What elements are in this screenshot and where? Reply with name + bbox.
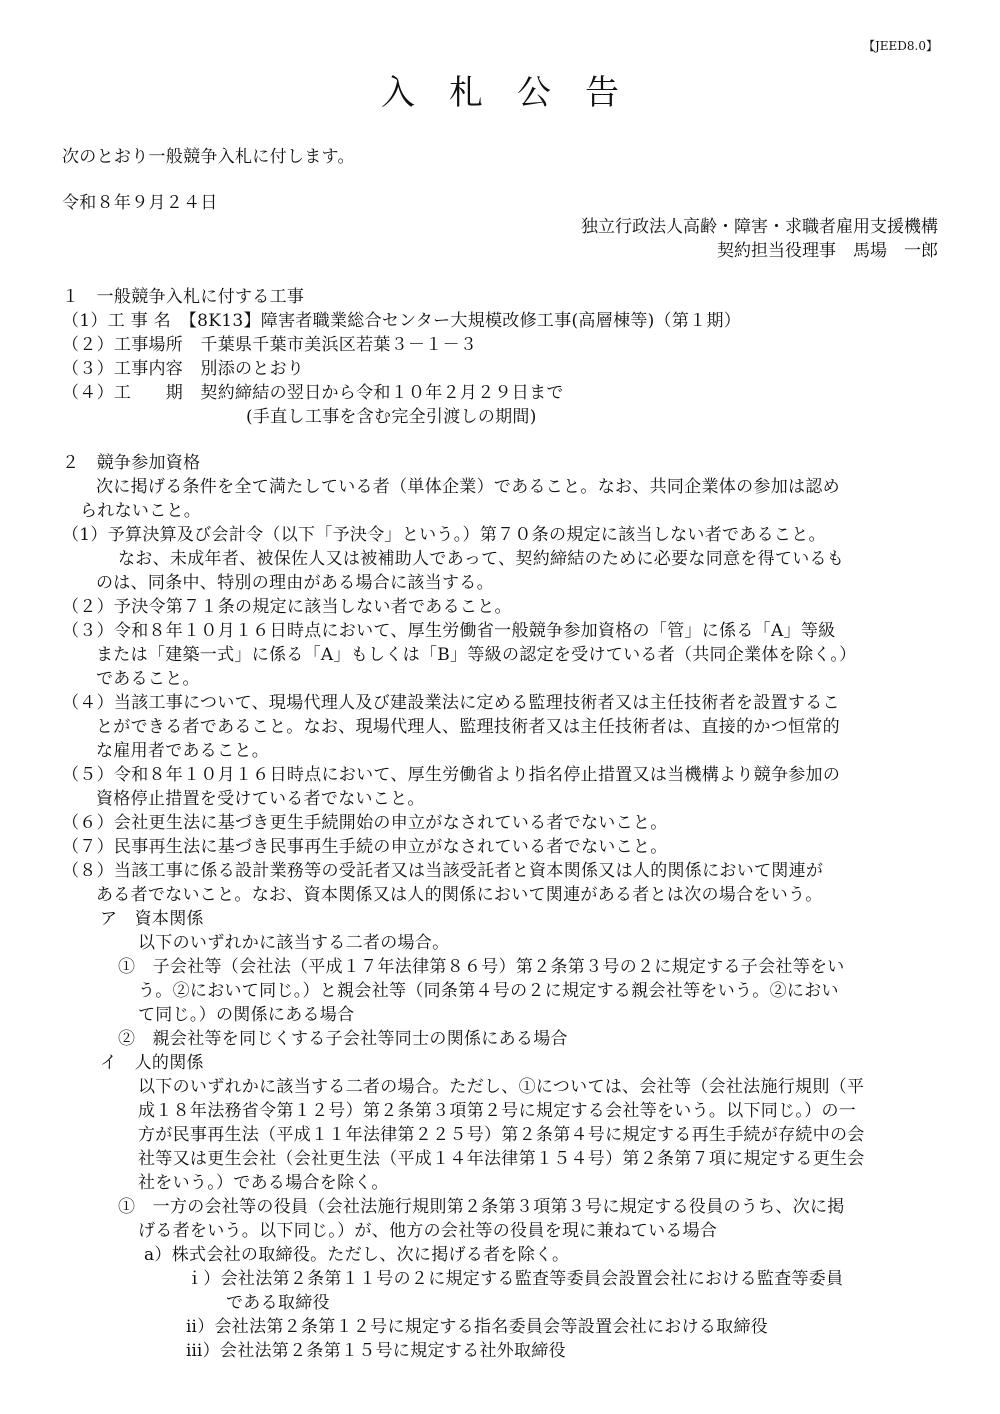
- body-line: ア 資本関係: [100, 909, 204, 929]
- body-line: 方が民事再生法（平成１１年法律第２２５号）第２条第４号に規定する再生手続が存続中の会: [138, 1125, 865, 1145]
- body-line: げる者をいう。以下同じ。）が、他方の会社等の役員を現に兼ねている場合: [138, 1221, 718, 1241]
- body-line: のは、同条中、特別の理由がある場合に該当する。: [96, 573, 494, 593]
- body-line: ② 親会社等を同じくする子会社等同士の関係にある場合: [118, 1029, 568, 1049]
- body-line: （４）当該工事について、現場代理人及び建設業法に定める監理技術者又は主任技術者を設置するこ: [62, 693, 840, 713]
- body-line: １ 一般競争入札に付する工事: [62, 287, 305, 307]
- body-line: ① 子会社等（会社法（平成１７年法律第８６号）第２条第３号の２に規定する子会社等をい: [118, 957, 845, 977]
- body-line: て同じ。）の関係にある場合: [138, 1005, 355, 1025]
- body-line: ① 一方の会社等の役員（会社法施行規則第２条第３項第３号に規定する役員のうち、次に掲: [118, 1197, 845, 1217]
- body-line: a）株式会社の取締役。ただし、次に掲げる者を除く。: [144, 1245, 570, 1265]
- body-line: であること。: [96, 669, 200, 689]
- document-code: 【JEED8.0】: [862, 39, 938, 53]
- body-line: なお、未成年者、被保佐人又は被補助人であって、契約締結のために必要な同意を得ているも: [118, 549, 845, 569]
- body-line: う。②において同じ。）と親会社等（同条第４号の２に規定する親会社等をいう。②におい: [138, 981, 839, 1001]
- body-line: （２）予決令第７１条の規定に該当しない者であること。: [62, 597, 512, 617]
- intro-text: 次のとおり一般競争入札に付します。: [62, 147, 355, 167]
- body-line: 社をいう。）である場合を除く。: [138, 1173, 389, 1193]
- body-line: （３）令和８年１０月１６日時点において、厚生労働省一般競争参加資格の「管」に係る「A」等級: [62, 621, 836, 641]
- body-line: ⅲ）会社法第２条第１５号に規定する社外取締役: [186, 1341, 566, 1361]
- body-line: （1）工 事 名 【8K13】障害者職業総合センター大規模改修工事(高層棟等)（第１期）: [62, 311, 742, 331]
- page-title: 入札公告: [381, 73, 653, 113]
- body-line: ⅱ）会社法第２条第１２号に規定する指名委員会等設置会社における取締役: [186, 1317, 769, 1337]
- body-line: （４）工 期 契約締結の翌日から令和１０年２月２９日まで: [62, 383, 564, 403]
- notice-date: 令和８年９月２４日: [62, 193, 218, 213]
- body-line: （６）会社更生法に基づき更生手続開始の申立がなされている者でないこと。: [62, 813, 668, 833]
- body-line: られないこと。: [80, 501, 202, 521]
- issuer-officer: 契約担当役理事 馬場 一郎: [717, 241, 938, 261]
- body-line: （２）工事場所 千葉県千葉市美浜区若葉３－１－３: [62, 335, 478, 355]
- body-line: イ 人的関係: [100, 1053, 204, 1073]
- body-line: （５）令和８年１０月１６日時点において、厚生労働省より指名停止措置又は当機構より競争参加の: [62, 765, 841, 785]
- body-line: ｉ）会社法第２条第１１号の２に規定する監査等委員会設置会社における監査等委員: [186, 1269, 844, 1289]
- body-line: である取締役: [226, 1293, 330, 1313]
- body-line: （３）工事内容 別添のとおり: [62, 359, 305, 379]
- body-line: （７）民事再生法に基づき民事再生手続の申立がなされている者でないこと。: [62, 837, 668, 857]
- body-line: または「建築一式」に係る「A」もしくは「B」等級の認定を受けている者（共同企業体を除く。）: [96, 645, 857, 665]
- body-line: 以下のいずれかに該当する二者の場合。: [138, 933, 450, 953]
- body-line: ２ 競争参加資格: [62, 453, 201, 473]
- body-line: とができる者であること。なお、現場代理人、監理技術者又は主任技術者は、直接的かつ恒常的: [96, 717, 840, 737]
- issuer-org: 独立行政法人高齢・障害・求職者雇用支援機構: [581, 217, 938, 237]
- body-line: 成１８年法務省令第１２号）第２条第３項第２号に規定する会社等をいう。以下同じ。）の一: [138, 1101, 857, 1121]
- body-line: 資格停止措置を受けている者でないこと。: [96, 789, 425, 809]
- body-line: 社等又は更生会社（会社更生法（平成１４年法律第１５４号）第２条第７項に規定する更生会: [138, 1149, 865, 1169]
- body-line: ある者でないこと。なお、資本関係又は人的関係において関連がある者とは次の場合をいう。: [96, 885, 823, 905]
- body-line: (手直し工事を含む完全引渡しの期間): [246, 407, 537, 427]
- body-line: 次に掲げる条件を全て満たしている者（単体企業）であること。なお、共同企業体の参加は認め: [96, 477, 840, 497]
- body-line: 以下のいずれかに該当する二者の場合。ただし、①については、会社等（会社法施行規則（平: [138, 1077, 865, 1097]
- body-line: な雇用者であること。: [96, 741, 269, 761]
- body-line: （８）当該工事に係る設計業務等の受託者又は当該受託者と資本関係又は人的関係において関連が: [62, 861, 824, 881]
- body-line: （1）予算決算及び会計令（以下「予決令」という。）第７０条の規定に該当しない者であること。: [62, 525, 826, 545]
